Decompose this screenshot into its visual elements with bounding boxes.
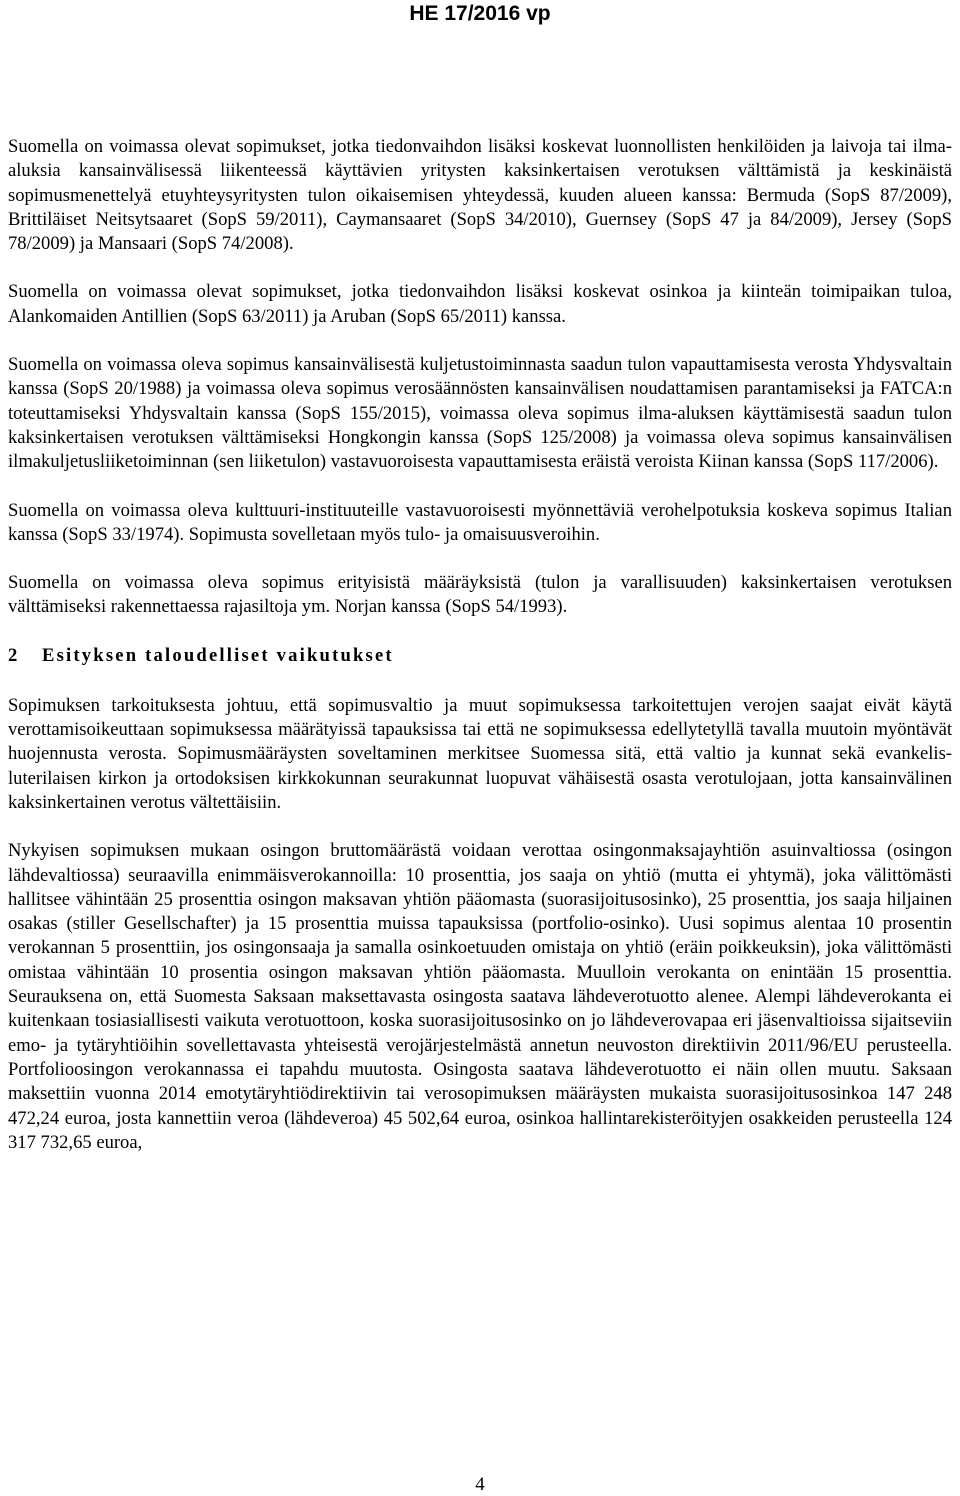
paragraph-norway-bridges: Suomella on voimassa oleva sopimus erityisistä määräyksistä (tulon ja varallisuuden) kaksinkertaisen verotuksen välttämiseksi rakennettaessa rajasiltoja ym. Norjan kanssa (SopS 54/1993). xyxy=(8,572,952,618)
section-number: 2 xyxy=(8,644,18,666)
section-title: Esityksen taloudelliset vaikutukset xyxy=(42,644,394,666)
document-header: HE 17/2016 vp xyxy=(409,2,551,25)
paragraph-italy-culture: Suomella on voimassa oleva kulttuuri-instituuteille vastavuoroisesti myönnettäviä verohelpotuksia koskeva sopimus Italian kanssa (SopS 33/1974). Sopimusta sovelletaan myös tulo- ja omaisuusveroihin. xyxy=(8,499,952,545)
page-number: 4 xyxy=(475,1474,485,1495)
section-heading xyxy=(8,644,952,668)
document-body xyxy=(8,135,952,1179)
paragraph-dividend-taxation: Nykyisen sopimuksen mukaan osingon bruttomäärästä voidaan verottaa osingonmaksajayhtiön asuinvaltiossa (osingon lähdevaltiossa) seuraavilla enimmäisverokannoilla: 10 prosenttia, jos saaja on yhtiö (mutta ei yhtymä), joka välittömästi hallitsee vähintään 25 prosenttia osingon maksavan yhtiön pääomasta (suorasijoitusosinko), 25 prosenttia, jos saaja hiljainen osakas (stiller Gesellschafter) ja 15 prosenttia muissa tapauksissa (portfolio-osinko). Uusi sopimus alentaa 10 prosentin verokannan 5 prosenttiin, jos osingonsaaja ja samalla osinkoetuuden omistaja on yhtiö (eräin poikkeuksin), joka välittömästi omistaa vähintään 10 prosentia osingon maksavan yhtiön pääomasta. Muulloin verokanta on enintään 15 prosenttia. Seurauksena on, että Suomesta Saksaan maksettavasta osingosta saatava lähdeverotuotto alenee. Alempi lähdeverokanta ei kuitenkaan tosiasiallisesti vaikuta verotuottoon, koska suorasijoitusosinko on jo lähdeverovapaa eri jäsenvaltioissa sijaitseviin emo- ja tytäryhtiöihin sovellettavasta yhteisestä verojärjestelmästä annetun neuvoston direktiivin 2011/96/EU perusteella. Portfolioosingon verokannassa ei tapahdu muutosta. Osingosta saatava lähdeverotuotto ei näin ollen muutu. Saksaan maksettiin vuonna 2014 emotytäryhtiödirektiivin tai verosopimuksen määräysten mukaista suorasijoitusosinkoa 147 248 472,24 euroa, josta kannettiin veroa (lähdeveroa) 45 502,64 euroa, osinkoa hallintarekisteröityjen osakkeiden perusteella 124 317 732,65 euroa, xyxy=(8,840,952,1153)
paragraph-bilateral-agreements: Suomella on voimassa olevat sopimukset, jotka tiedonvaihdon lisäksi koskevat luonnollisten henkilöiden ja laivoja tai ilma-aluksia kansainvälisessä liikenteessä käyttävien yritysten kaksinkertaisen verotuksen välttämistä ja keskinäistä sopimusmenettelyä etuyhteysyritysten tulon oikaisemisen yhteydessä, kuuden alueen kanssa: Bermuda (SopS 87/2009), Brittiläiset Neitsytsaaret (SopS 59/2011), Caymansaaret (SopS 34/2010), Guernsey (SopS 47 ja 84/2009), Jersey (SopS 78/2009) ja Mansaari (SopS 74/2008). xyxy=(8,136,952,255)
paragraph-antilles-aruba: Suomella on voimassa olevat sopimukset, jotka tiedonvaihdon lisäksi koskevat osinkoa ja kiinteän toimipaikan tuloa, Alankomaiden Antillien (SopS 63/2011) ja Aruban (SopS 65/2011) kanssa. xyxy=(8,281,952,327)
paragraph-economic-effects: Sopimuksen tarkoituksesta johtuu, että sopimusvaltio ja muut sopimuksessa tarkoitettujen verojen saajat eivät käytä verottamisoikeuttaan sopimuksessa määrätyissä tapauksissa tai että ne sopimuksessa edellytetyllä tavalla muutoin myöntävät huojennusta verosta. Sopimusmääräysten soveltaminen merkitsee Suomessa sitä, että valtio ja kunnat sekä evankelis-luterilaisen kirkon ja ortodoksisen kirkkokunnan seurakunnat luopuvat vähäisestä osasta verotulojaan, jotta kansainvälinen kaksinkertainen verotus vältettäisiin. xyxy=(8,694,952,813)
paragraph-transport-agreements: Suomella on voimassa oleva sopimus kansainvälisestä kuljetustoiminnasta saadun tulon vapauttamisesta verosta Yhdysvaltain kanssa (SopS 20/1988) ja voimassa oleva sopimus verosäännösten kansainvälisen noudattamisen parantamiseksi ja FATCA:n toteuttamiseksi Yhdysvaltain kanssa (SopS 155/2015), voimassa oleva sopimus ilma-aluksen käyttämisestä saadun tulon kaksinkertaisen verotuksen välttämiseksi Hongkongin kanssa (SopS 125/2008) ja voimassa oleva sopimus kansainvälisen ilmakuljetusliiketoiminnan (sen liiketulon) vastavuoroisesta vapauttamisesta eräistä veroista Kiinan kanssa (SopS 117/2006). xyxy=(8,354,952,473)
